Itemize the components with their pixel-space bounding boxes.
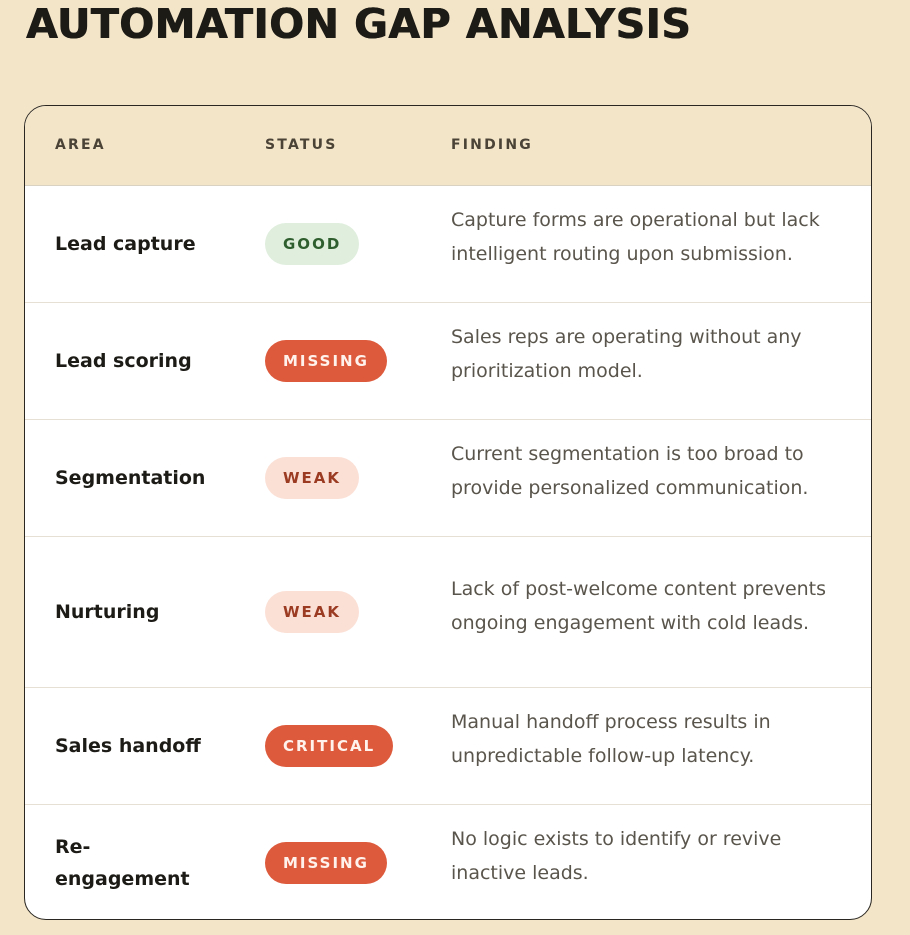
finding-cell [451, 687, 871, 804]
status-badge: MISSING [265, 842, 387, 884]
status-badge: GOOD [265, 223, 359, 265]
status-badge: WEAK [265, 457, 359, 499]
area-cell [25, 804, 255, 920]
finding-text: Current segmentation is too broad to provide personalized communication. [451, 442, 809, 499]
area-cell [25, 687, 255, 804]
status-badge: CRITICAL [265, 725, 393, 767]
finding-text: Sales reps are operating without any prioritization model. [451, 325, 802, 382]
finding-text: No logic exists to identify or revive inactive leads. [451, 827, 782, 884]
finding-cell [451, 185, 871, 302]
status-cell [255, 185, 451, 302]
area-label: Lead capture [55, 232, 196, 255]
status-badge: WEAK [265, 591, 359, 633]
table-row [25, 185, 871, 302]
area-label: Sales handoff [55, 734, 201, 757]
table [25, 106, 871, 920]
table-header [25, 106, 871, 185]
status-cell [255, 687, 451, 804]
status-cell [255, 804, 451, 920]
table-row [25, 419, 871, 536]
header-row [25, 106, 871, 185]
area-label: Re-engagement [55, 835, 190, 890]
finding-text: Lack of post-welcome content prevents ongoing engagement with cold leads. [451, 577, 827, 634]
area-label: Nurturing [55, 600, 160, 623]
finding-cell [451, 536, 871, 687]
finding-cell [451, 419, 871, 536]
area-cell [25, 536, 255, 687]
status-cell [255, 536, 451, 687]
status-cell [255, 302, 451, 419]
finding-cell [451, 302, 871, 419]
area-cell [25, 419, 255, 536]
finding-cell [451, 804, 871, 920]
column-header-finding: FINDING [451, 137, 533, 154]
area-cell [25, 185, 255, 302]
gap-analysis-table [24, 105, 872, 920]
table-body [25, 185, 871, 920]
status-cell [255, 419, 451, 536]
area-label: Segmentation [55, 466, 206, 489]
area-cell [25, 302, 255, 419]
table-row [25, 687, 871, 804]
column-header-area: AREA [55, 137, 106, 154]
page-title: AUTOMATION GAP ANALYSIS [26, 0, 692, 48]
column-header-status: STATUS [265, 137, 338, 154]
table-row [25, 804, 871, 920]
table-row [25, 302, 871, 419]
area-label: Lead scoring [55, 349, 192, 372]
finding-text: Capture forms are operational but lack intelligent routing upon submission. [451, 208, 820, 265]
finding-text: Manual handoff process results in unpredictable follow-up latency. [451, 710, 771, 767]
table-row [25, 536, 871, 687]
status-badge: MISSING [265, 340, 387, 382]
